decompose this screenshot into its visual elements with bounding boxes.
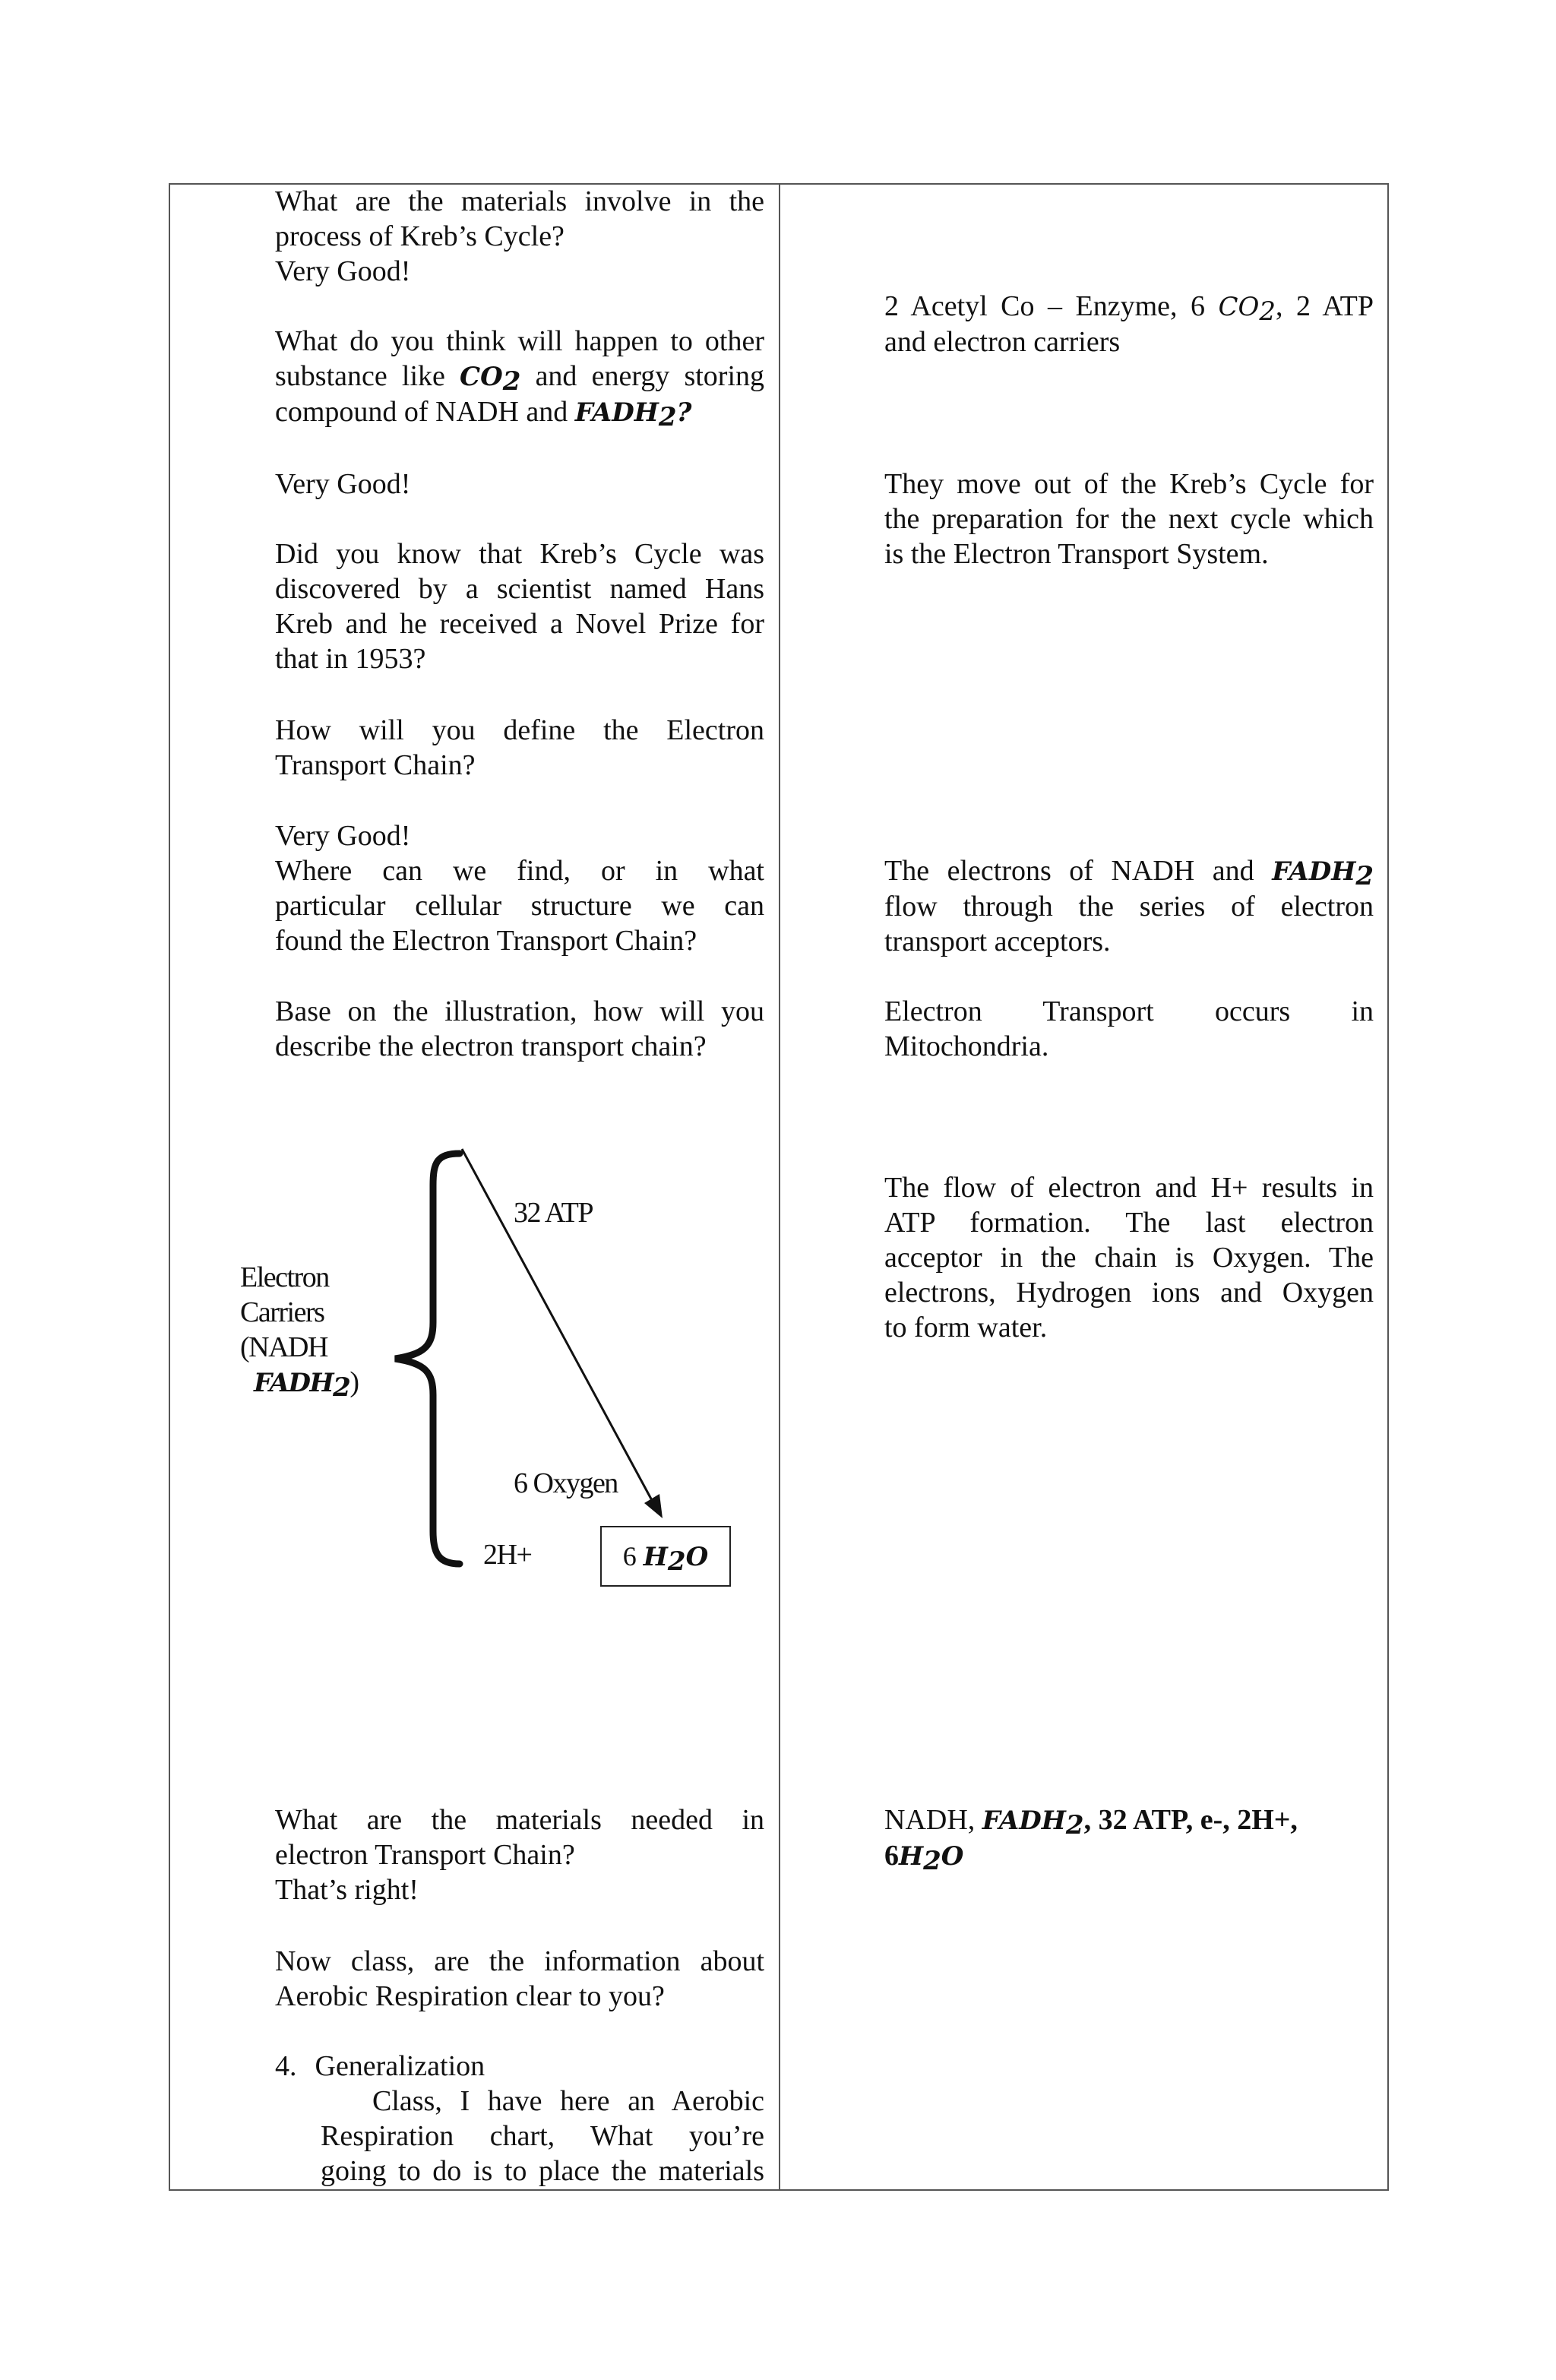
question-etc-materials: What are the materials needed in electron Transport Chain? That’s right! xyxy=(275,1804,764,1906)
question-clear: Now class, are the information about Aerobic Respiration clear to you? xyxy=(275,1945,764,2012)
answer-co2-fate: They move out of the Kreb’s Cycle for the preparation for the next cycle which is the Electron Transport System. xyxy=(884,468,1374,570)
question-describe-illustration: Base on the illustration, how will you describe the electron transport chain? xyxy=(275,995,764,1062)
atp-label: 32 ATP xyxy=(514,1197,593,1229)
answer-krebs-materials: 2 Acetyl Co – Enzyme, 6 $CO_2$, 2 ATP and electron carriers xyxy=(884,290,1374,358)
question-co2-fate: What do you think will happen to other substance like $CO_2$ and energy storing compound of NADH and $FADH_2$? xyxy=(275,325,765,432)
thats-right: That’s right! xyxy=(275,1874,419,1906)
very-good-2: Very Good! xyxy=(275,468,411,500)
hplus-label: 2H+ xyxy=(483,1539,532,1571)
krebs-discovery-note: Did you know that Kreb’s Cycle was discovered by a scientist named Hans Kreb and he received a Novel Prize for that in 1953? xyxy=(275,538,764,675)
oxygen-label: 6 Oxygen xyxy=(514,1467,618,1499)
generalization-heading: 4. Generalization xyxy=(275,2050,485,2082)
curly-brace xyxy=(395,1154,460,1564)
question-define-etc: How will you define the Electron Transport Chain? xyxy=(275,714,764,781)
water-box: 6 $H_2O$ xyxy=(600,1526,731,1587)
question-etc-location: Very Good! Where can we find, or in what particular cellular structure we can found the Electron Transport Chain? xyxy=(275,820,764,957)
electron-carriers-label: Electron Carriers (NADH $FADH_2$) xyxy=(240,1261,359,1403)
generalization-text: Class, I have here an Aerobic Respiration chart, What you’re going to do is to place the materials xyxy=(321,2085,764,2187)
answer-describe-illustration: The flow of electron and H+ results in ATP formation. The last electron acceptor in the chain is Oxygen. The electrons, Hydrogen ions and Oxygen to form water. xyxy=(884,1172,1374,1343)
arrow-head xyxy=(644,1494,663,1518)
answer-define-etc: The electrons of NADH and $FADH_2$ flow through the series of electron transport acceptors. xyxy=(884,855,1374,957)
very-good-1: Very Good! xyxy=(275,255,411,287)
answer-etc-location: Electron Transport occurs in Mitochondria. xyxy=(884,995,1374,1062)
question-krebs-materials: What are the materials involve in the process of Kreb’s Cycle? Very Good! xyxy=(275,185,764,287)
answer-etc-materials: NADH, $FADH_2$, 32 ATP, e-, 2H+, $6H_2O$ xyxy=(884,1804,1298,1876)
